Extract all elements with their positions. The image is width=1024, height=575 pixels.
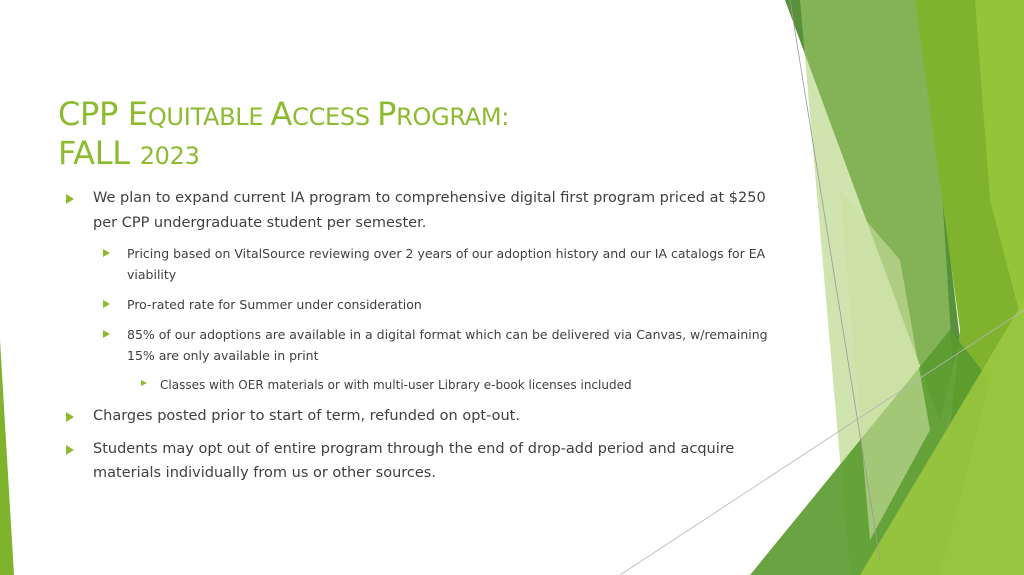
- slide-title: [58, 96, 758, 174]
- bullet-level-1: [62, 437, 782, 486]
- bullet-level-1: [62, 186, 782, 235]
- title-part: CPP: [58, 95, 128, 133]
- bullet-arrow-icon: [141, 380, 147, 386]
- bullet-text: Students may opt out of entire program through the end of drop-add period and acquire materials individually from us or other sources.: [93, 440, 735, 481]
- bullet-arrow-icon: [66, 194, 74, 204]
- bullet-text: 85% of our adoptions are available in a digital format which can be delivered via Canvas, w/remaining 15% are only available in print: [127, 327, 768, 363]
- title-part: P: [377, 95, 397, 133]
- bullet-arrow-icon: [66, 445, 74, 455]
- title-line-2: [58, 135, 758, 174]
- bullet-level-2: [62, 324, 782, 366]
- bullet-text: Charges posted prior to start of term, refunded on opt-out.: [93, 408, 520, 424]
- bullet-text: Pricing based on VitalSource reviewing over 2 years of our adoption history and our IA catalogs for EA viability: [127, 246, 766, 282]
- bullet-level-2: [62, 294, 782, 315]
- title-part: CCESS: [292, 103, 378, 131]
- bullet-text: We plan to expand current IA program to comprehensive digital first program priced at $250 per CPP undergraduate student per semester.: [93, 190, 766, 231]
- bullet-arrow-icon: [66, 412, 74, 422]
- bullet-level-3: [62, 375, 782, 395]
- bullet-arrow-icon: [103, 300, 110, 308]
- title-part: 2023: [139, 142, 200, 170]
- bullet-level-2: [62, 243, 782, 285]
- title-part: A: [270, 95, 293, 133]
- title-line-1: [58, 96, 758, 135]
- title-part: ROGRAM:: [396, 103, 510, 131]
- bullet-arrow-icon: [103, 249, 110, 257]
- title-part: E: [127, 95, 148, 133]
- bullet-level-1: [62, 404, 782, 429]
- bullet-text: Pro-rated rate for Summer under consideration: [127, 297, 422, 312]
- bullet-list: [62, 186, 782, 494]
- title-part: QUITABLE: [147, 103, 271, 131]
- bullet-text: Classes with OER materials or with multi-user Library e-book licenses included: [160, 378, 632, 392]
- title-part: FALL: [58, 134, 140, 172]
- bullet-arrow-icon: [103, 330, 110, 338]
- left-edge-shape: [0, 340, 14, 575]
